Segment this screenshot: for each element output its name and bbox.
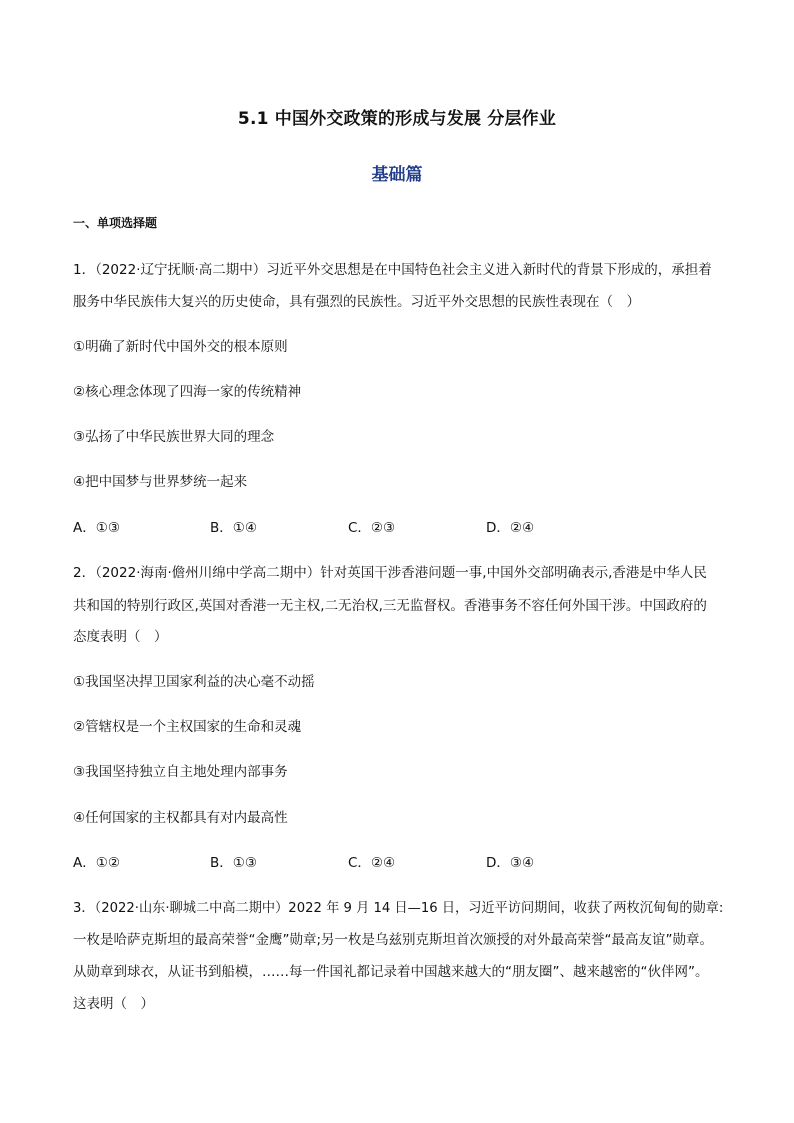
option-a[interactable]: A．①③ (73, 520, 120, 536)
option-d[interactable]: D．③④ (486, 855, 535, 871)
statement-item: ④任何国家的主权都具有对内最高性 (73, 810, 288, 826)
statement-item: ④把中国梦与世界梦统一起来 (73, 474, 248, 490)
statement-item: ①明确了新时代中国外交的根本原则 (73, 339, 288, 355)
document-title: 5.1 中国外交政策的形成与发展 分层作业 (237, 109, 557, 129)
statement-item: ②管辖权是一个主权国家的生命和灵魂 (73, 719, 302, 735)
option-a[interactable]: A．①② (73, 855, 120, 871)
option-c[interactable]: C．②③ (348, 520, 396, 536)
statement-item: ①我国坚决捍卫国家利益的决心毫不动摇 (73, 674, 315, 690)
question-stem-line: 3．（2022·山东·聊城二中高二期中）2022 年 9 月 14 日—16 日，习近平访问期间，收获了两枚沉甸甸的勋章: (73, 900, 724, 916)
statement-item: ③我国坚持独立自主地处理内部事务 (73, 764, 288, 780)
question-stem-line: 共和国的特别行政区,英国对香港一无主权,二无治权,三无监督权。香港事务不容任何外国干涉。中国政府的 (73, 598, 707, 614)
option-b[interactable]: B．①③ (210, 855, 257, 871)
option-c[interactable]: C．②④ (348, 855, 396, 871)
question-stem-line: 一枚是哈萨克斯坦的最高荣誉“金鹰”勋章;另一枚是乌兹别克斯坦首次颁授的对外最高荣誉“最高友谊”勋章。 (73, 932, 714, 948)
statement-item: ③弘扬了中华民族世界大同的理念 (73, 429, 275, 445)
question-stem-line: 服务中华民族伟大复兴的历史使命，具有强烈的民族性。习近平外交思想的民族性表现在（ ） (73, 294, 640, 310)
document-subtitle: 基础篇 (371, 165, 423, 185)
question-stem-line: 从勋章到球衣，从证书到船模，……每一件国礼都记录着中国越来越大的“朋友圈”、越来越密的“伙伴网”。 (73, 964, 709, 980)
question-stem-line: 1．（2022·辽宁抚顺·高二期中）习近平外交思想是在中国特色社会主义进入新时代的背景下形成的，承担着 (73, 262, 712, 278)
statement-item: ②核心理念体现了四海一家的传统精神 (73, 384, 302, 400)
question-stem-line: 态度表明（ ） (73, 629, 168, 645)
option-b[interactable]: B．①④ (210, 520, 257, 536)
option-d[interactable]: D．②④ (486, 520, 535, 536)
section-heading: 一、单项选择题 (73, 216, 158, 230)
question-stem-line: 2．（2022·海南·儋州川绵中学高二期中）针对英国干涉香港问题一事,中国外交部明确表示,香港是中华人民 (73, 565, 707, 581)
question-stem-line: 这表明（ ） (73, 996, 154, 1012)
